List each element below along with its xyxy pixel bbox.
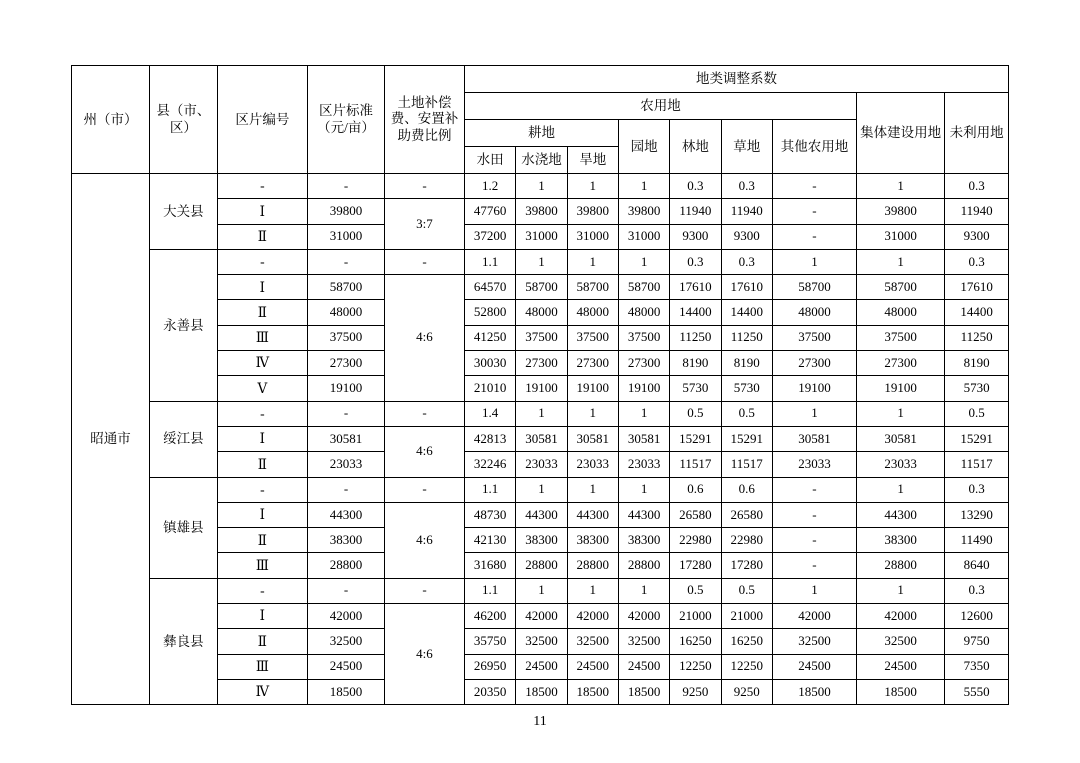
cell-coefficient-5: 5730 bbox=[721, 376, 772, 401]
cell-coefficient-5: 0.5 bbox=[721, 401, 772, 426]
cell-coefficient-1: 44300 bbox=[516, 502, 567, 527]
cell-coefficient-5: 11517 bbox=[721, 452, 772, 477]
col-header-grass-land: 草地 bbox=[721, 120, 772, 174]
cell-coefficient-0: 48730 bbox=[465, 502, 516, 527]
cell-zone-standard: - bbox=[308, 174, 385, 199]
cell-compensation-ratio: 4:6 bbox=[384, 275, 464, 401]
cell-coefficient-3: 37500 bbox=[618, 325, 669, 350]
cell-coefficient-1: 28800 bbox=[516, 553, 567, 578]
cell-compensation-ratio-dash: - bbox=[384, 249, 464, 274]
col-header-other-agricultural-land: 其他农用地 bbox=[772, 120, 856, 174]
compensation-standard-table bbox=[71, 65, 1009, 705]
cell-coefficient-1: 1 bbox=[516, 174, 567, 199]
cell-compensation-ratio: 4:6 bbox=[384, 502, 464, 578]
cell-coefficient-4: 8190 bbox=[670, 351, 721, 376]
cell-coefficient-3: 18500 bbox=[618, 679, 669, 704]
cell-coefficient-4: 0.5 bbox=[670, 401, 721, 426]
cell-coefficient-8: 5730 bbox=[945, 376, 1009, 401]
cell-county: 绥江县 bbox=[149, 401, 217, 477]
col-header-collective-construction-land: 集体建设用地 bbox=[857, 93, 945, 174]
cell-coefficient-8: 0.3 bbox=[945, 174, 1009, 199]
cell-coefficient-8: 12600 bbox=[945, 604, 1009, 629]
cell-coefficient-5: 17280 bbox=[721, 553, 772, 578]
cell-coefficient-5: 11940 bbox=[721, 199, 772, 224]
cell-county: 大关县 bbox=[149, 174, 217, 250]
table-row bbox=[72, 477, 1009, 502]
cell-compensation-ratio-dash: - bbox=[384, 174, 464, 199]
cell-coefficient-0: 64570 bbox=[465, 275, 516, 300]
col-header-zone-standard: 区片标准（元/亩） bbox=[308, 66, 385, 174]
cell-zone-standard: 30581 bbox=[308, 426, 385, 451]
col-header-paddy-field: 水田 bbox=[465, 147, 516, 174]
cell-coefficient-5: 21000 bbox=[721, 604, 772, 629]
cell-zone-code: Ⅲ bbox=[217, 654, 307, 679]
table-row bbox=[72, 401, 1009, 426]
cell-coefficient-7: 19100 bbox=[857, 376, 945, 401]
col-header-unused-land: 未利用地 bbox=[945, 93, 1009, 174]
cell-coefficient-1: 23033 bbox=[516, 452, 567, 477]
cell-zone-code: - bbox=[217, 174, 307, 199]
cell-coefficient-2: 39800 bbox=[567, 199, 618, 224]
cell-coefficient-3: 27300 bbox=[618, 351, 669, 376]
cell-coefficient-1: 1 bbox=[516, 578, 567, 603]
cell-coefficient-2: 28800 bbox=[567, 553, 618, 578]
cell-coefficient-7: 38300 bbox=[857, 528, 945, 553]
cell-zone-code: Ⅱ bbox=[217, 452, 307, 477]
cell-coefficient-4: 22980 bbox=[670, 528, 721, 553]
cell-coefficient-7: 1 bbox=[857, 249, 945, 274]
cell-coefficient-7: 44300 bbox=[857, 502, 945, 527]
cell-coefficient-4: 11940 bbox=[670, 199, 721, 224]
cell-coefficient-0: 1.1 bbox=[465, 578, 516, 603]
cell-coefficient-7: 18500 bbox=[857, 679, 945, 704]
cell-zone-code: Ⅰ bbox=[217, 604, 307, 629]
cell-compensation-ratio-dash: - bbox=[384, 578, 464, 603]
cell-coefficient-5: 14400 bbox=[721, 300, 772, 325]
cell-coefficient-5: 8190 bbox=[721, 351, 772, 376]
cell-coefficient-0: 35750 bbox=[465, 629, 516, 654]
cell-coefficient-7: 37500 bbox=[857, 325, 945, 350]
col-header-garden-land: 园地 bbox=[618, 120, 669, 174]
cell-coefficient-7: 39800 bbox=[857, 199, 945, 224]
cell-zone-standard: 18500 bbox=[308, 679, 385, 704]
cell-zone-code: - bbox=[217, 578, 307, 603]
cell-coefficient-5: 9250 bbox=[721, 679, 772, 704]
cell-zone-code: Ⅳ bbox=[217, 679, 307, 704]
cell-coefficient-2: 27300 bbox=[567, 351, 618, 376]
cell-coefficient-3: 23033 bbox=[618, 452, 669, 477]
cell-zone-code: Ⅰ bbox=[217, 502, 307, 527]
cell-coefficient-4: 15291 bbox=[670, 426, 721, 451]
cell-coefficient-4: 17280 bbox=[670, 553, 721, 578]
cell-coefficient-6: 18500 bbox=[772, 679, 856, 704]
cell-zone-standard: 28800 bbox=[308, 553, 385, 578]
cell-coefficient-2: 1 bbox=[567, 401, 618, 426]
cell-coefficient-5: 0.3 bbox=[721, 249, 772, 274]
cell-coefficient-7: 58700 bbox=[857, 275, 945, 300]
cell-coefficient-1: 32500 bbox=[516, 629, 567, 654]
cell-zone-code: Ⅱ bbox=[217, 300, 307, 325]
cell-coefficient-0: 46200 bbox=[465, 604, 516, 629]
cell-coefficient-2: 1 bbox=[567, 477, 618, 502]
cell-coefficient-3: 1 bbox=[618, 249, 669, 274]
cell-coefficient-3: 1 bbox=[618, 578, 669, 603]
cell-coefficient-6: 37500 bbox=[772, 325, 856, 350]
cell-coefficient-6: - bbox=[772, 553, 856, 578]
cell-coefficient-2: 18500 bbox=[567, 679, 618, 704]
cell-coefficient-6: 30581 bbox=[772, 426, 856, 451]
cell-coefficient-7: 48000 bbox=[857, 300, 945, 325]
col-header-zone-code: 区片编号 bbox=[217, 66, 307, 174]
cell-coefficient-7: 1 bbox=[857, 578, 945, 603]
cell-coefficient-5: 11250 bbox=[721, 325, 772, 350]
cell-coefficient-3: 1 bbox=[618, 477, 669, 502]
cell-coefficient-0: 21010 bbox=[465, 376, 516, 401]
cell-zone-code: Ⅴ bbox=[217, 376, 307, 401]
cell-coefficient-2: 19100 bbox=[567, 376, 618, 401]
cell-coefficient-2: 24500 bbox=[567, 654, 618, 679]
cell-coefficient-8: 9300 bbox=[945, 224, 1009, 249]
cell-zone-standard: 48000 bbox=[308, 300, 385, 325]
cell-coefficient-8: 8640 bbox=[945, 553, 1009, 578]
cell-coefficient-0: 37200 bbox=[465, 224, 516, 249]
cell-coefficient-7: 32500 bbox=[857, 629, 945, 654]
cell-coefficient-7: 1 bbox=[857, 477, 945, 502]
cell-coefficient-4: 0.3 bbox=[670, 174, 721, 199]
cell-zone-standard: - bbox=[308, 578, 385, 603]
cell-coefficient-8: 7350 bbox=[945, 654, 1009, 679]
cell-zone-code: Ⅱ bbox=[217, 528, 307, 553]
cell-coefficient-4: 9250 bbox=[670, 679, 721, 704]
cell-zone-code: Ⅱ bbox=[217, 629, 307, 654]
cell-compensation-ratio: 4:6 bbox=[384, 426, 464, 477]
cell-coefficient-8: 11250 bbox=[945, 325, 1009, 350]
cell-coefficient-5: 15291 bbox=[721, 426, 772, 451]
header-row-1 bbox=[72, 66, 1009, 93]
cell-coefficient-3: 58700 bbox=[618, 275, 669, 300]
cell-coefficient-3: 24500 bbox=[618, 654, 669, 679]
cell-coefficient-8: 11517 bbox=[945, 452, 1009, 477]
cell-coefficient-0: 20350 bbox=[465, 679, 516, 704]
cell-coefficient-4: 0.5 bbox=[670, 578, 721, 603]
col-header-irrigated-land: 水浇地 bbox=[516, 147, 567, 174]
cell-coefficient-8: 17610 bbox=[945, 275, 1009, 300]
cell-coefficient-2: 58700 bbox=[567, 275, 618, 300]
cell-coefficient-3: 28800 bbox=[618, 553, 669, 578]
cell-coefficient-0: 47760 bbox=[465, 199, 516, 224]
cell-coefficient-8: 0.3 bbox=[945, 249, 1009, 274]
cell-coefficient-8: 9750 bbox=[945, 629, 1009, 654]
cell-coefficient-2: 32500 bbox=[567, 629, 618, 654]
cell-coefficient-6: 24500 bbox=[772, 654, 856, 679]
cell-coefficient-1: 18500 bbox=[516, 679, 567, 704]
cell-zone-code: Ⅰ bbox=[217, 199, 307, 224]
cell-coefficient-4: 16250 bbox=[670, 629, 721, 654]
cell-coefficient-2: 48000 bbox=[567, 300, 618, 325]
cell-coefficient-8: 15291 bbox=[945, 426, 1009, 451]
cell-coefficient-4: 11250 bbox=[670, 325, 721, 350]
cell-coefficient-6: 48000 bbox=[772, 300, 856, 325]
cell-coefficient-6: - bbox=[772, 174, 856, 199]
cell-zone-standard: 19100 bbox=[308, 376, 385, 401]
cell-coefficient-8: 5550 bbox=[945, 679, 1009, 704]
cell-zone-code: Ⅰ bbox=[217, 426, 307, 451]
cell-county: 镇雄县 bbox=[149, 477, 217, 578]
cell-coefficient-2: 38300 bbox=[567, 528, 618, 553]
cell-coefficient-8: 13290 bbox=[945, 502, 1009, 527]
cell-coefficient-8: 8190 bbox=[945, 351, 1009, 376]
table-row bbox=[72, 174, 1009, 199]
cell-coefficient-4: 14400 bbox=[670, 300, 721, 325]
cell-coefficient-0: 31680 bbox=[465, 553, 516, 578]
cell-coefficient-2: 44300 bbox=[567, 502, 618, 527]
cell-zone-standard: - bbox=[308, 401, 385, 426]
cell-coefficient-1: 39800 bbox=[516, 199, 567, 224]
table-header bbox=[72, 66, 1009, 174]
cell-coefficient-6: 42000 bbox=[772, 604, 856, 629]
cell-county: 永善县 bbox=[149, 249, 217, 401]
cell-coefficient-3: 39800 bbox=[618, 199, 669, 224]
cell-coefficient-6: 27300 bbox=[772, 351, 856, 376]
cell-coefficient-7: 42000 bbox=[857, 604, 945, 629]
table-row bbox=[72, 578, 1009, 603]
cell-coefficient-7: 1 bbox=[857, 174, 945, 199]
cell-coefficient-0: 42813 bbox=[465, 426, 516, 451]
cell-zone-standard: 31000 bbox=[308, 224, 385, 249]
cell-coefficient-1: 1 bbox=[516, 401, 567, 426]
cell-coefficient-1: 19100 bbox=[516, 376, 567, 401]
cell-coefficient-0: 1.2 bbox=[465, 174, 516, 199]
cell-coefficient-4: 17610 bbox=[670, 275, 721, 300]
cell-coefficient-6: 32500 bbox=[772, 629, 856, 654]
cell-compensation-ratio-dash: - bbox=[384, 401, 464, 426]
cell-coefficient-0: 1.1 bbox=[465, 249, 516, 274]
cell-coefficient-4: 5730 bbox=[670, 376, 721, 401]
cell-coefficient-7: 27300 bbox=[857, 351, 945, 376]
cell-coefficient-5: 9300 bbox=[721, 224, 772, 249]
cell-coefficient-0: 26950 bbox=[465, 654, 516, 679]
cell-coefficient-3: 42000 bbox=[618, 604, 669, 629]
col-header-prefecture: 州（市） bbox=[72, 66, 150, 174]
cell-zone-standard: 32500 bbox=[308, 629, 385, 654]
cell-coefficient-2: 31000 bbox=[567, 224, 618, 249]
cell-coefficient-6: 1 bbox=[772, 249, 856, 274]
cell-zone-standard: 42000 bbox=[308, 604, 385, 629]
cell-coefficient-7: 30581 bbox=[857, 426, 945, 451]
cell-coefficient-4: 9300 bbox=[670, 224, 721, 249]
cell-county: 彝良县 bbox=[149, 578, 217, 704]
cell-zone-code: Ⅰ bbox=[217, 275, 307, 300]
cell-coefficient-3: 19100 bbox=[618, 376, 669, 401]
cell-zone-standard: - bbox=[308, 249, 385, 274]
cell-zone-standard: 39800 bbox=[308, 199, 385, 224]
cell-zone-code: Ⅳ bbox=[217, 351, 307, 376]
cell-zone-code: Ⅱ bbox=[217, 224, 307, 249]
cell-zone-standard: 58700 bbox=[308, 275, 385, 300]
cell-zone-standard: 27300 bbox=[308, 351, 385, 376]
cell-coefficient-4: 26580 bbox=[670, 502, 721, 527]
cell-coefficient-0: 41250 bbox=[465, 325, 516, 350]
cell-zone-standard: - bbox=[308, 477, 385, 502]
cell-coefficient-2: 1 bbox=[567, 578, 618, 603]
cell-coefficient-4: 0.6 bbox=[670, 477, 721, 502]
cell-coefficient-1: 30581 bbox=[516, 426, 567, 451]
cell-zone-code: - bbox=[217, 249, 307, 274]
cell-coefficient-6: - bbox=[772, 199, 856, 224]
cell-coefficient-7: 28800 bbox=[857, 553, 945, 578]
col-header-compensation-ratio: 土地补偿费、安置补助费比例 bbox=[384, 66, 464, 174]
cell-coefficient-3: 1 bbox=[618, 401, 669, 426]
compensation-standard-table-wrap bbox=[71, 65, 1009, 705]
cell-coefficient-3: 48000 bbox=[618, 300, 669, 325]
cell-coefficient-2: 30581 bbox=[567, 426, 618, 451]
cell-coefficient-1: 42000 bbox=[516, 604, 567, 629]
cell-coefficient-1: 31000 bbox=[516, 224, 567, 249]
table-body bbox=[72, 174, 1009, 705]
cell-coefficient-1: 1 bbox=[516, 477, 567, 502]
cell-coefficient-2: 37500 bbox=[567, 325, 618, 350]
cell-coefficient-3: 38300 bbox=[618, 528, 669, 553]
col-header-county: 县（市、区） bbox=[149, 66, 217, 174]
cell-coefficient-0: 52800 bbox=[465, 300, 516, 325]
cell-coefficient-2: 1 bbox=[567, 249, 618, 274]
cell-coefficient-1: 37500 bbox=[516, 325, 567, 350]
cell-coefficient-5: 0.3 bbox=[721, 174, 772, 199]
cell-compensation-ratio: 3:7 bbox=[384, 199, 464, 250]
cell-zone-standard: 37500 bbox=[308, 325, 385, 350]
cell-coefficient-5: 0.6 bbox=[721, 477, 772, 502]
col-header-dry-land: 旱地 bbox=[567, 147, 618, 174]
cell-coefficient-5: 17610 bbox=[721, 275, 772, 300]
cell-coefficient-4: 0.3 bbox=[670, 249, 721, 274]
cell-coefficient-6: 1 bbox=[772, 578, 856, 603]
cell-zone-code: Ⅲ bbox=[217, 553, 307, 578]
cell-coefficient-7: 23033 bbox=[857, 452, 945, 477]
cell-coefficient-8: 0.5 bbox=[945, 401, 1009, 426]
cell-coefficient-8: 0.3 bbox=[945, 477, 1009, 502]
cell-coefficient-6: - bbox=[772, 477, 856, 502]
cell-coefficient-3: 1 bbox=[618, 174, 669, 199]
cell-coefficient-0: 32246 bbox=[465, 452, 516, 477]
cell-coefficient-0: 1.4 bbox=[465, 401, 516, 426]
cell-prefecture: 昭通市 bbox=[72, 174, 150, 705]
cell-coefficient-0: 42130 bbox=[465, 528, 516, 553]
cell-coefficient-5: 16250 bbox=[721, 629, 772, 654]
cell-coefficient-5: 26580 bbox=[721, 502, 772, 527]
cell-coefficient-1: 38300 bbox=[516, 528, 567, 553]
cell-coefficient-7: 24500 bbox=[857, 654, 945, 679]
cell-coefficient-6: 58700 bbox=[772, 275, 856, 300]
cell-coefficient-5: 12250 bbox=[721, 654, 772, 679]
cell-zone-code: Ⅲ bbox=[217, 325, 307, 350]
cell-coefficient-1: 58700 bbox=[516, 275, 567, 300]
cell-coefficient-8: 11490 bbox=[945, 528, 1009, 553]
cell-zone-code: - bbox=[217, 401, 307, 426]
cell-coefficient-3: 31000 bbox=[618, 224, 669, 249]
page-number: 11 bbox=[533, 714, 547, 729]
cell-coefficient-8: 11940 bbox=[945, 199, 1009, 224]
cell-coefficient-2: 42000 bbox=[567, 604, 618, 629]
cell-coefficient-4: 11517 bbox=[670, 452, 721, 477]
cell-coefficient-7: 31000 bbox=[857, 224, 945, 249]
cell-coefficient-4: 12250 bbox=[670, 654, 721, 679]
cell-coefficient-2: 23033 bbox=[567, 452, 618, 477]
cell-coefficient-3: 32500 bbox=[618, 629, 669, 654]
cell-compensation-ratio: 4:6 bbox=[384, 604, 464, 705]
cell-zone-standard: 23033 bbox=[308, 452, 385, 477]
col-header-landtype-coefficient: 地类调整系数 bbox=[465, 66, 1009, 93]
cell-coefficient-1: 1 bbox=[516, 249, 567, 274]
cell-coefficient-3: 44300 bbox=[618, 502, 669, 527]
cell-coefficient-6: - bbox=[772, 528, 856, 553]
cell-coefficient-8: 0.3 bbox=[945, 578, 1009, 603]
cell-coefficient-7: 1 bbox=[857, 401, 945, 426]
cell-coefficient-1: 24500 bbox=[516, 654, 567, 679]
col-header-agricultural-land: 农用地 bbox=[465, 93, 857, 120]
col-header-forest-land: 林地 bbox=[670, 120, 721, 174]
cell-coefficient-1: 27300 bbox=[516, 351, 567, 376]
cell-zone-standard: 38300 bbox=[308, 528, 385, 553]
cell-coefficient-3: 30581 bbox=[618, 426, 669, 451]
table-row bbox=[72, 249, 1009, 274]
cell-coefficient-5: 22980 bbox=[721, 528, 772, 553]
cell-coefficient-2: 1 bbox=[567, 174, 618, 199]
col-header-cultivated-land: 耕地 bbox=[465, 120, 619, 147]
cell-coefficient-6: 1 bbox=[772, 401, 856, 426]
cell-compensation-ratio-dash: - bbox=[384, 477, 464, 502]
cell-coefficient-4: 21000 bbox=[670, 604, 721, 629]
cell-zone-standard: 24500 bbox=[308, 654, 385, 679]
cell-coefficient-6: - bbox=[772, 224, 856, 249]
cell-coefficient-1: 48000 bbox=[516, 300, 567, 325]
cell-coefficient-8: 14400 bbox=[945, 300, 1009, 325]
cell-coefficient-0: 1.1 bbox=[465, 477, 516, 502]
cell-coefficient-6: 23033 bbox=[772, 452, 856, 477]
cell-coefficient-6: - bbox=[772, 502, 856, 527]
cell-zone-standard: 44300 bbox=[308, 502, 385, 527]
cell-coefficient-6: 19100 bbox=[772, 376, 856, 401]
cell-zone-code: - bbox=[217, 477, 307, 502]
cell-coefficient-5: 0.5 bbox=[721, 578, 772, 603]
cell-coefficient-0: 30030 bbox=[465, 351, 516, 376]
